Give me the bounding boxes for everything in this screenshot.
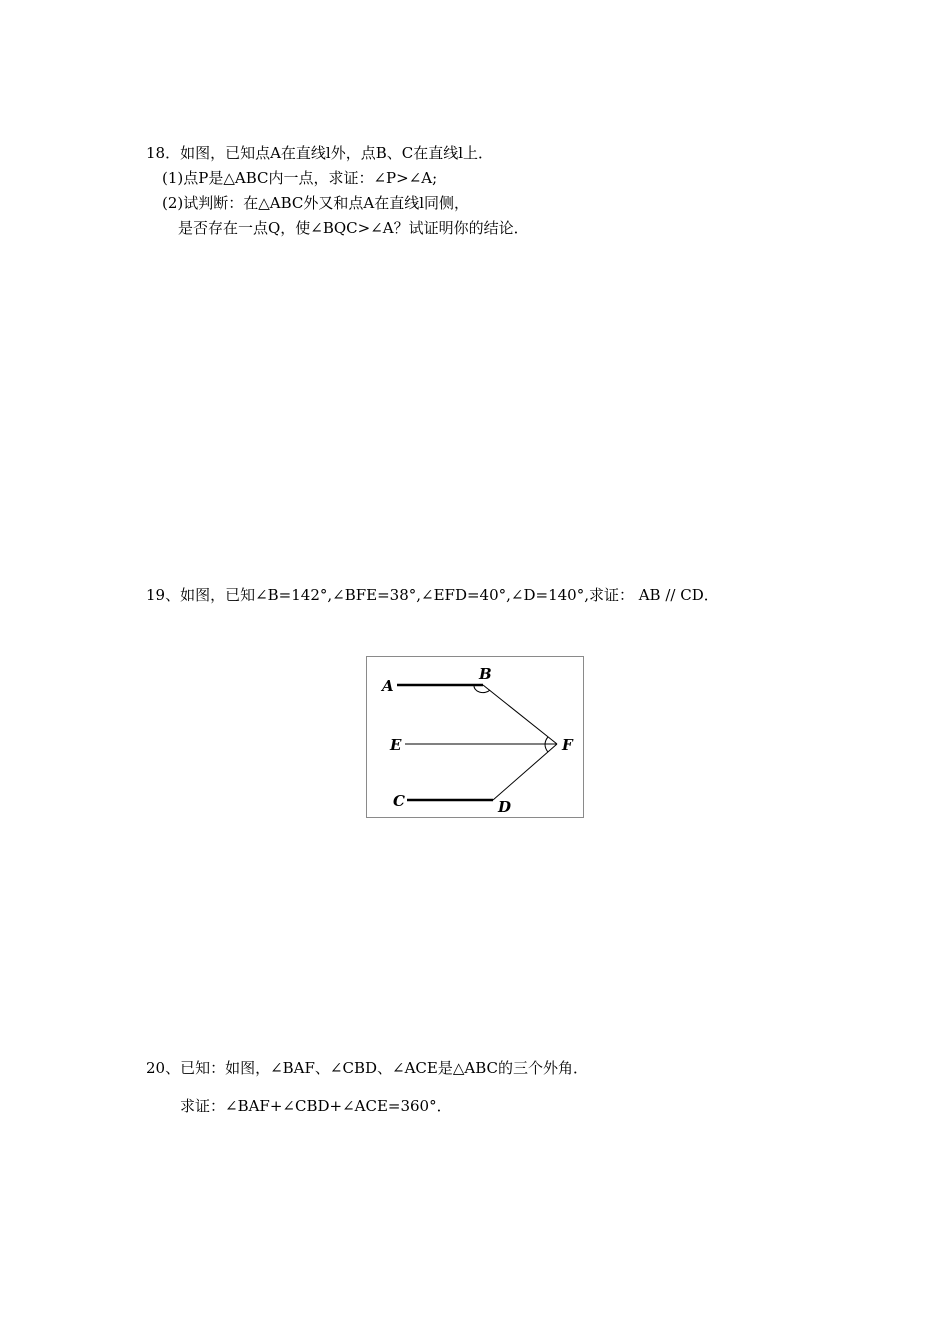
angle-mark-f-upper — [545, 737, 548, 744]
q18-stem-text: 如图，已知点A在直线l外，点B、C在直线l上． — [180, 144, 494, 162]
label-d: D — [498, 798, 512, 816]
q19-figure — [366, 656, 584, 818]
q18-part1: (1)点P是△ABC内一点，求证：∠P>∠A; — [162, 169, 438, 187]
q20-prove: 求证：∠BAF+∠CBD+∠ACE=360°． — [180, 1097, 452, 1115]
q19-number: 19、 — [146, 586, 181, 604]
label-e: E — [390, 736, 402, 754]
q19-stem-text: 如图，已知∠B=142°,∠BFE=38°,∠EFD=40°,∠D=140°,求证： AB // CD． — [180, 586, 719, 604]
q20-number: 20、 — [146, 1059, 181, 1077]
q18-part2b: 是否存在一点Q，使∠BQC>∠A？试证明你的结论． — [178, 219, 529, 237]
q18-stem — [146, 143, 493, 163]
angle-mark-f-lower — [545, 744, 548, 752]
q20-stem — [146, 1058, 588, 1078]
label-c: C — [393, 792, 405, 810]
q19-stem — [146, 585, 719, 605]
q18-part2a: (2)试判断：在△ABC外又和点A在直线l同侧， — [162, 194, 470, 212]
q19-figure-svg — [367, 657, 583, 817]
segment-bf — [483, 685, 557, 744]
q18-number: 18． — [146, 144, 181, 162]
label-a: A — [382, 677, 394, 695]
q20-stem-text: 已知：如图，∠BAF、∠CBD、∠ACE是△ABC的三个外角． — [180, 1059, 588, 1077]
segment-fd — [493, 744, 557, 800]
label-b: B — [479, 665, 492, 683]
label-f: F — [562, 736, 573, 754]
